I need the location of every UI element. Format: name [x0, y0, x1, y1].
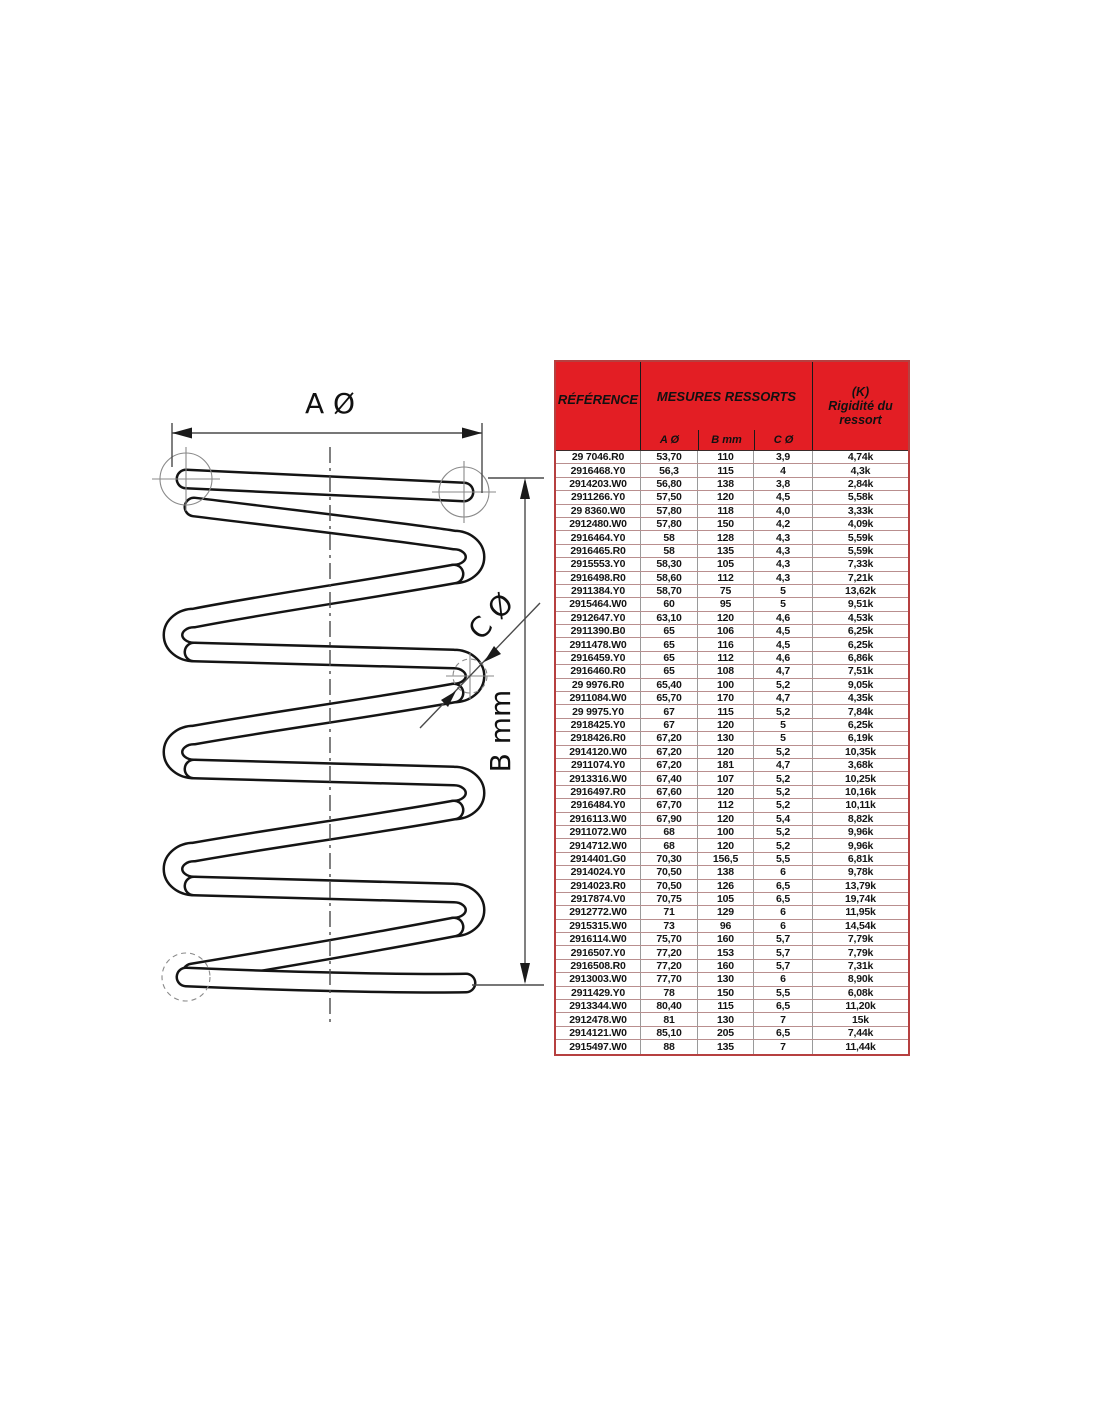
table-row [556, 813, 908, 826]
table-cell: 2913003.W0 [569, 973, 627, 986]
table-row [556, 625, 908, 638]
table-cell: 6 [753, 973, 812, 985]
table-cell: 77,20 [640, 960, 697, 972]
table-cell: 15k [812, 1013, 908, 1025]
table-cell: 65,40 [640, 679, 697, 691]
table-row [556, 558, 908, 571]
table-cell: 110 [697, 451, 753, 463]
table-cell: 5 [753, 585, 812, 597]
table-cell: 120 [697, 786, 753, 798]
table-cell: 130 [697, 1013, 753, 1025]
table-cell: 2915497.W0 [569, 1040, 627, 1053]
table-cell: 2911429.Y0 [570, 986, 626, 999]
table-cell: 4 [753, 464, 812, 476]
table-cell: 2915464.W0 [569, 598, 627, 611]
table-cell: 128 [697, 531, 753, 543]
table-row [556, 505, 908, 518]
table-cell: 67,70 [640, 799, 697, 811]
table-cell: 2912647.Y0 [570, 611, 626, 624]
table-cell: 53,70 [640, 451, 697, 463]
table-cell: 70,30 [640, 853, 697, 865]
table-cell: 65 [640, 665, 697, 677]
table-cell: 57,80 [640, 505, 697, 517]
table-cell: 2914712.W0 [569, 839, 627, 852]
table-cell: 112 [697, 652, 753, 664]
table-cell: 58,70 [640, 585, 697, 597]
table-cell: 4,35k [812, 692, 908, 704]
table-row [556, 772, 908, 785]
table-row [556, 1000, 908, 1013]
table-cell: 56,3 [640, 464, 697, 476]
table-cell: 156,5 [697, 853, 753, 865]
table-cell: 130 [697, 732, 753, 744]
table-cell: 6 [753, 920, 812, 932]
stiffness-line-1: (K) [851, 385, 870, 399]
table-cell: 5,7 [753, 933, 812, 945]
table-cell: 67,90 [640, 813, 697, 825]
table-cell: 8,90k [812, 973, 908, 985]
table-row [556, 585, 908, 598]
table-cell: 75,70 [640, 933, 697, 945]
table-cell: 68 [640, 826, 697, 838]
table-cell: 2914023.R0 [570, 879, 626, 892]
table-row [556, 880, 908, 893]
sub-header-row [641, 430, 812, 450]
table-cell: 2911074.Y0 [570, 759, 626, 772]
table-cell: 6,5 [753, 1027, 812, 1039]
table-cell: 150 [697, 518, 753, 530]
table-cell: 112 [697, 799, 753, 811]
table-cell: 2916459.Y0 [570, 652, 626, 665]
table-cell: 77,20 [640, 946, 697, 958]
table-cell: 2916497.R0 [570, 785, 626, 798]
table-cell: 67,20 [640, 746, 697, 758]
table-cell: 129 [697, 906, 753, 918]
table-cell: 160 [697, 960, 753, 972]
table-cell: 107 [697, 772, 753, 784]
table-cell: 11,95k [812, 906, 908, 918]
table-cell: 100 [697, 826, 753, 838]
table-cell: 5,5 [753, 853, 812, 865]
table-cell: 7,79k [812, 946, 908, 958]
table-cell: 100 [697, 679, 753, 691]
table-cell: 138 [697, 478, 753, 490]
table-cell: 85,10 [640, 1027, 697, 1039]
table-cell: 11,44k [812, 1040, 908, 1053]
table-cell: 4,3 [753, 531, 812, 543]
table-cell: 160 [697, 933, 753, 945]
dim-c-label: C Ø [461, 586, 521, 647]
table-cell: 9,51k [812, 598, 908, 610]
table-cell: 2916460.R0 [570, 665, 626, 678]
table-cell: 65,70 [640, 692, 697, 704]
table-cell: 58,30 [640, 558, 697, 570]
table-row [556, 692, 908, 705]
table-row [556, 987, 908, 1000]
table-row [556, 933, 908, 946]
table-cell: 138 [697, 866, 753, 878]
table-cell: 120 [697, 839, 753, 851]
table-row [556, 732, 908, 745]
table-cell: 105 [697, 893, 753, 905]
table-cell: 2916114.W0 [569, 933, 627, 946]
table-cell: 95 [697, 598, 753, 610]
table-cell: 63,10 [640, 612, 697, 624]
table-cell: 58,60 [640, 572, 697, 584]
table-row [556, 1040, 908, 1053]
table-cell: 29 7046.R0 [571, 451, 625, 464]
table-cell: 4,5 [753, 491, 812, 503]
table-header [556, 362, 908, 450]
table-cell: 2914120.W0 [569, 745, 627, 758]
table-row [556, 518, 908, 531]
table-cell: 2917874.V0 [570, 893, 626, 906]
table-cell: 4,5 [753, 638, 812, 650]
table-cell: 70,50 [640, 880, 697, 892]
table-row [556, 946, 908, 959]
table-cell: 7,44k [812, 1027, 908, 1039]
table-cell: 2913344.W0 [569, 1000, 627, 1013]
table-cell: 67,20 [640, 759, 697, 771]
table-cell: 5,2 [753, 705, 812, 717]
table-cell: 5,7 [753, 946, 812, 958]
table-cell: 4,6 [753, 652, 812, 664]
table-cell: 2916508.R0 [570, 960, 626, 973]
table-row [556, 491, 908, 504]
table-cell: 2916113.W0 [569, 812, 627, 825]
table-row [556, 826, 908, 839]
table-cell: 5,2 [753, 746, 812, 758]
table-cell: 67 [640, 705, 697, 717]
table-row [556, 679, 908, 692]
table-cell: 2915553.Y0 [570, 558, 626, 571]
table-cell: 29 8360.W0 [570, 504, 626, 517]
table-cell: 2914121.W0 [569, 1026, 627, 1039]
table-cell: 4,3 [753, 558, 812, 570]
table-cell: 10,11k [812, 799, 908, 811]
table-cell: 6,25k [812, 638, 908, 650]
table-row [556, 960, 908, 973]
table-cell: 67,60 [640, 786, 697, 798]
table-cell: 80,40 [640, 1000, 697, 1012]
table-row [556, 478, 908, 491]
table-cell: 7,84k [812, 705, 908, 717]
table-cell: 5,59k [812, 531, 908, 543]
table-cell: 5,2 [753, 826, 812, 838]
table-row [556, 531, 908, 544]
table-cell: 65 [640, 625, 697, 637]
table-cell: 96 [697, 920, 753, 932]
table-row [556, 973, 908, 986]
table-cell: 4,7 [753, 759, 812, 771]
table-cell: 8,82k [812, 813, 908, 825]
table-cell: 7,31k [812, 960, 908, 972]
table-cell: 150 [697, 987, 753, 999]
table-cell: 2916465.R0 [570, 544, 626, 557]
table-cell: 58 [640, 545, 697, 557]
table-cell: 115 [697, 1000, 753, 1012]
table-cell: 4,2 [753, 518, 812, 530]
table-cell: 2912480.W0 [569, 518, 627, 531]
table-cell: 11,20k [812, 1000, 908, 1012]
table-cell: 19,74k [812, 893, 908, 905]
table-cell: 58 [640, 531, 697, 543]
table-cell: 170 [697, 692, 753, 704]
table-cell: 2,84k [812, 478, 908, 490]
table-cell: 120 [697, 719, 753, 731]
table-row [556, 799, 908, 812]
table-cell: 2911478.W0 [569, 638, 627, 651]
table-cell: 120 [697, 612, 753, 624]
spring-spec-table [554, 360, 910, 1056]
table-row [556, 1013, 908, 1026]
sub-header-a-diameter: A Ø [659, 434, 680, 446]
table-cell: 65 [640, 652, 697, 664]
table-cell: 106 [697, 625, 753, 637]
table-cell: 29 9975.Y0 [572, 705, 624, 718]
table-cell: 4,53k [812, 612, 908, 624]
sub-header-c-diameter: C Ø [754, 430, 812, 450]
table-cell: 5,59k [812, 545, 908, 557]
table-row [556, 1027, 908, 1040]
table-cell: 70,75 [640, 893, 697, 905]
table-cell: 5,2 [753, 786, 812, 798]
table-row [556, 545, 908, 558]
table-row [556, 705, 908, 718]
table-cell: 130 [697, 973, 753, 985]
table-cell: 2916498.R0 [570, 571, 626, 584]
table-row [556, 451, 908, 464]
table-cell: 4,3k [812, 464, 908, 476]
table-cell: 2916507.Y0 [570, 946, 626, 959]
table-cell: 135 [697, 545, 753, 557]
table-cell: 120 [697, 813, 753, 825]
col-header-measures-title: MESURES RESSORTS [656, 388, 797, 404]
table-cell: 10,35k [812, 746, 908, 758]
table-cell: 4,09k [812, 518, 908, 530]
table-cell: 4,5 [753, 625, 812, 637]
spring-diagram [120, 375, 550, 1035]
table-cell: 2916468.Y0 [570, 464, 626, 477]
table-row [556, 853, 908, 866]
table-cell: 77,70 [640, 973, 697, 985]
col-header-measures [640, 362, 812, 450]
table-cell: 4,7 [753, 692, 812, 704]
table-cell: 2912478.W0 [569, 1013, 627, 1026]
table-cell: 3,8 [753, 478, 812, 490]
table-cell: 5,7 [753, 960, 812, 972]
table-row [556, 464, 908, 477]
table-row [556, 920, 908, 933]
table-cell: 7,21k [812, 572, 908, 584]
table-cell: 7,51k [812, 665, 908, 677]
table-cell: 88 [640, 1040, 697, 1053]
table-row [556, 572, 908, 585]
table-cell: 5,2 [753, 679, 812, 691]
table-cell: 3,33k [812, 505, 908, 517]
table-cell: 5 [753, 598, 812, 610]
table-cell: 2916484.Y0 [570, 799, 626, 812]
table-cell: 6,08k [812, 987, 908, 999]
table-cell: 6 [753, 906, 812, 918]
table-row [556, 665, 908, 678]
table-cell: 126 [697, 880, 753, 892]
table-cell: 65 [640, 638, 697, 650]
table-cell: 181 [697, 759, 753, 771]
table-cell: 6,5 [753, 893, 812, 905]
table-cell: 67,40 [640, 772, 697, 784]
table-cell: 4,3 [753, 545, 812, 557]
table-cell: 6,86k [812, 652, 908, 664]
table-cell: 105 [697, 558, 753, 570]
table-cell: 14,54k [812, 920, 908, 932]
table-cell: 2914203.W0 [569, 477, 627, 490]
table-cell: 9,96k [812, 839, 908, 851]
table-cell: 5 [753, 719, 812, 731]
table-cell: 9,96k [812, 826, 908, 838]
spring-outline [173, 479, 475, 983]
table-row [556, 652, 908, 665]
table-cell: 135 [697, 1040, 753, 1053]
table-cell: 7,33k [812, 558, 908, 570]
table-row [556, 906, 908, 919]
table-cell: 6,25k [812, 719, 908, 731]
table-row [556, 638, 908, 651]
table-cell: 4,7 [753, 665, 812, 677]
table-cell: 7 [753, 1013, 812, 1025]
table-cell: 57,50 [640, 491, 697, 503]
table-cell: 6 [753, 866, 812, 878]
table-cell: 2911384.Y0 [570, 585, 626, 598]
table-row [556, 746, 908, 759]
table-cell: 7,79k [812, 933, 908, 945]
table-cell: 10,25k [812, 772, 908, 784]
table-cell: 2918425.Y0 [570, 719, 626, 731]
table-cell: 60 [640, 598, 697, 610]
table-cell: 120 [697, 491, 753, 503]
table-row [556, 893, 908, 906]
table-cell: 2915315.W0 [569, 919, 627, 932]
table-row [556, 719, 908, 732]
dim-b-label: B mm [484, 689, 517, 773]
table-cell: 81 [640, 1013, 697, 1025]
table-cell: 9,78k [812, 866, 908, 878]
table-cell: 70,50 [640, 866, 697, 878]
table-cell: 153 [697, 946, 753, 958]
table-cell: 75 [697, 585, 753, 597]
table-cell: 6,5 [753, 880, 812, 892]
table-cell: 6,19k [812, 732, 908, 744]
table-cell: 67,20 [640, 732, 697, 744]
table-cell: 9,05k [812, 679, 908, 691]
table-cell: 3,9 [753, 451, 812, 463]
table-cell: 115 [697, 705, 753, 717]
table-cell: 68 [640, 839, 697, 851]
table-cell: 2913316.W0 [569, 772, 627, 785]
table-cell: 2911266.Y0 [570, 491, 626, 504]
table-cell: 5,4 [753, 813, 812, 825]
table-cell: 2916464.Y0 [570, 531, 626, 544]
col-header-reference: RÉFÉRENCE [557, 391, 639, 407]
stiffness-line-2: Rigidité du [828, 399, 893, 413]
table-row [556, 598, 908, 611]
table-cell: 6,81k [812, 853, 908, 865]
table-cell: 112 [697, 572, 753, 584]
table-cell: 29 9976.R0 [571, 678, 625, 691]
table-row [556, 786, 908, 799]
table-cell: 2914401.G0 [570, 852, 626, 865]
col-header-stiffness [812, 362, 908, 450]
table-cell: 116 [697, 638, 753, 650]
table-row [556, 839, 908, 852]
table-cell: 120 [697, 746, 753, 758]
table-cell: 4,0 [753, 505, 812, 517]
table-cell: 108 [697, 665, 753, 677]
table-cell: 71 [640, 906, 697, 918]
table-row [556, 759, 908, 772]
table-cell: 5,2 [753, 839, 812, 851]
table-cell: 73 [640, 920, 697, 932]
table-cell: 4,6 [753, 612, 812, 624]
table-cell: 7 [753, 1040, 812, 1053]
table-cell: 5,58k [812, 491, 908, 503]
table-cell: 2914024.Y0 [570, 866, 626, 879]
table-row [556, 866, 908, 879]
table-cell: 4,74k [812, 451, 908, 463]
table-cell: 5 [753, 732, 812, 744]
table-cell: 13,79k [812, 880, 908, 892]
table-row [556, 612, 908, 625]
table-cell: 56,80 [640, 478, 697, 490]
table-cell: 2912772.W0 [569, 906, 627, 919]
dim-a-label: A Ø [304, 387, 356, 420]
table-cell: 2911084.W0 [569, 692, 627, 705]
table-cell: 13,62k [812, 585, 908, 597]
table-cell: 3,68k [812, 759, 908, 771]
table-cell: 67 [640, 719, 697, 731]
table-cell: 2911072.W0 [569, 826, 627, 839]
table-cell: 2918426.R0 [570, 732, 626, 745]
sub-header-b-length: B mm [698, 430, 754, 450]
table-cell: 5,5 [753, 987, 812, 999]
table-cell: 2911390.B0 [570, 625, 626, 638]
table-cell: 10,16k [812, 786, 908, 798]
table-body [556, 450, 908, 1054]
stiffness-line-3: ressort [839, 413, 882, 427]
table-cell: 6,5 [753, 1000, 812, 1012]
table-cell: 57,80 [640, 518, 697, 530]
table-cell: 5,2 [753, 772, 812, 784]
table-cell: 4,3 [753, 572, 812, 584]
table-cell: 6,25k [812, 625, 908, 637]
table-cell: 5,2 [753, 799, 812, 811]
table-cell: 115 [697, 464, 753, 476]
table-cell: 205 [697, 1027, 753, 1039]
table-cell: 118 [697, 505, 753, 517]
table-cell: 78 [640, 987, 697, 999]
